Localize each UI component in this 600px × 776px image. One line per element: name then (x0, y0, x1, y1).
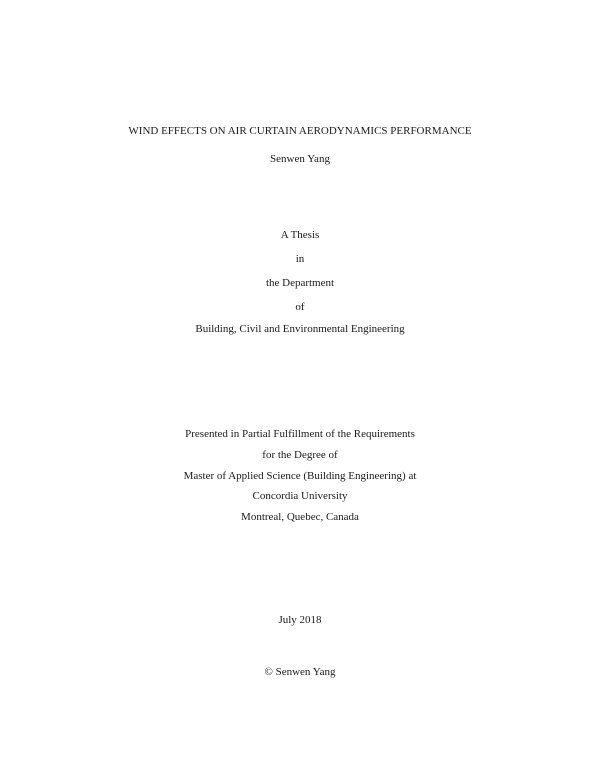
location: Montreal, Quebec, Canada (241, 511, 359, 523)
in-label: in (295, 253, 305, 265)
author-name: Senwen Yang (270, 153, 330, 165)
thesis-title: WIND EFFECTS ON AIR CURTAIN AERODYNAMICS PERFORMANCE (128, 125, 472, 137)
university-name: Concordia University (252, 490, 348, 502)
copyright-notice: © Senwen Yang (264, 666, 336, 678)
degree-for-label: for the Degree of (262, 449, 338, 461)
presented-statement: Presented in Partial Fulfillment of the Requirements (185, 428, 415, 440)
department-name: Building, Civil and Environmental Engineering (195, 323, 405, 335)
submission-date: July 2018 (278, 614, 322, 626)
of-label: of (295, 301, 305, 313)
thesis-label: A Thesis (280, 229, 320, 241)
degree-name: Master of Applied Science (Building Engineering) at (183, 470, 417, 482)
department-label: the Department (265, 277, 335, 289)
